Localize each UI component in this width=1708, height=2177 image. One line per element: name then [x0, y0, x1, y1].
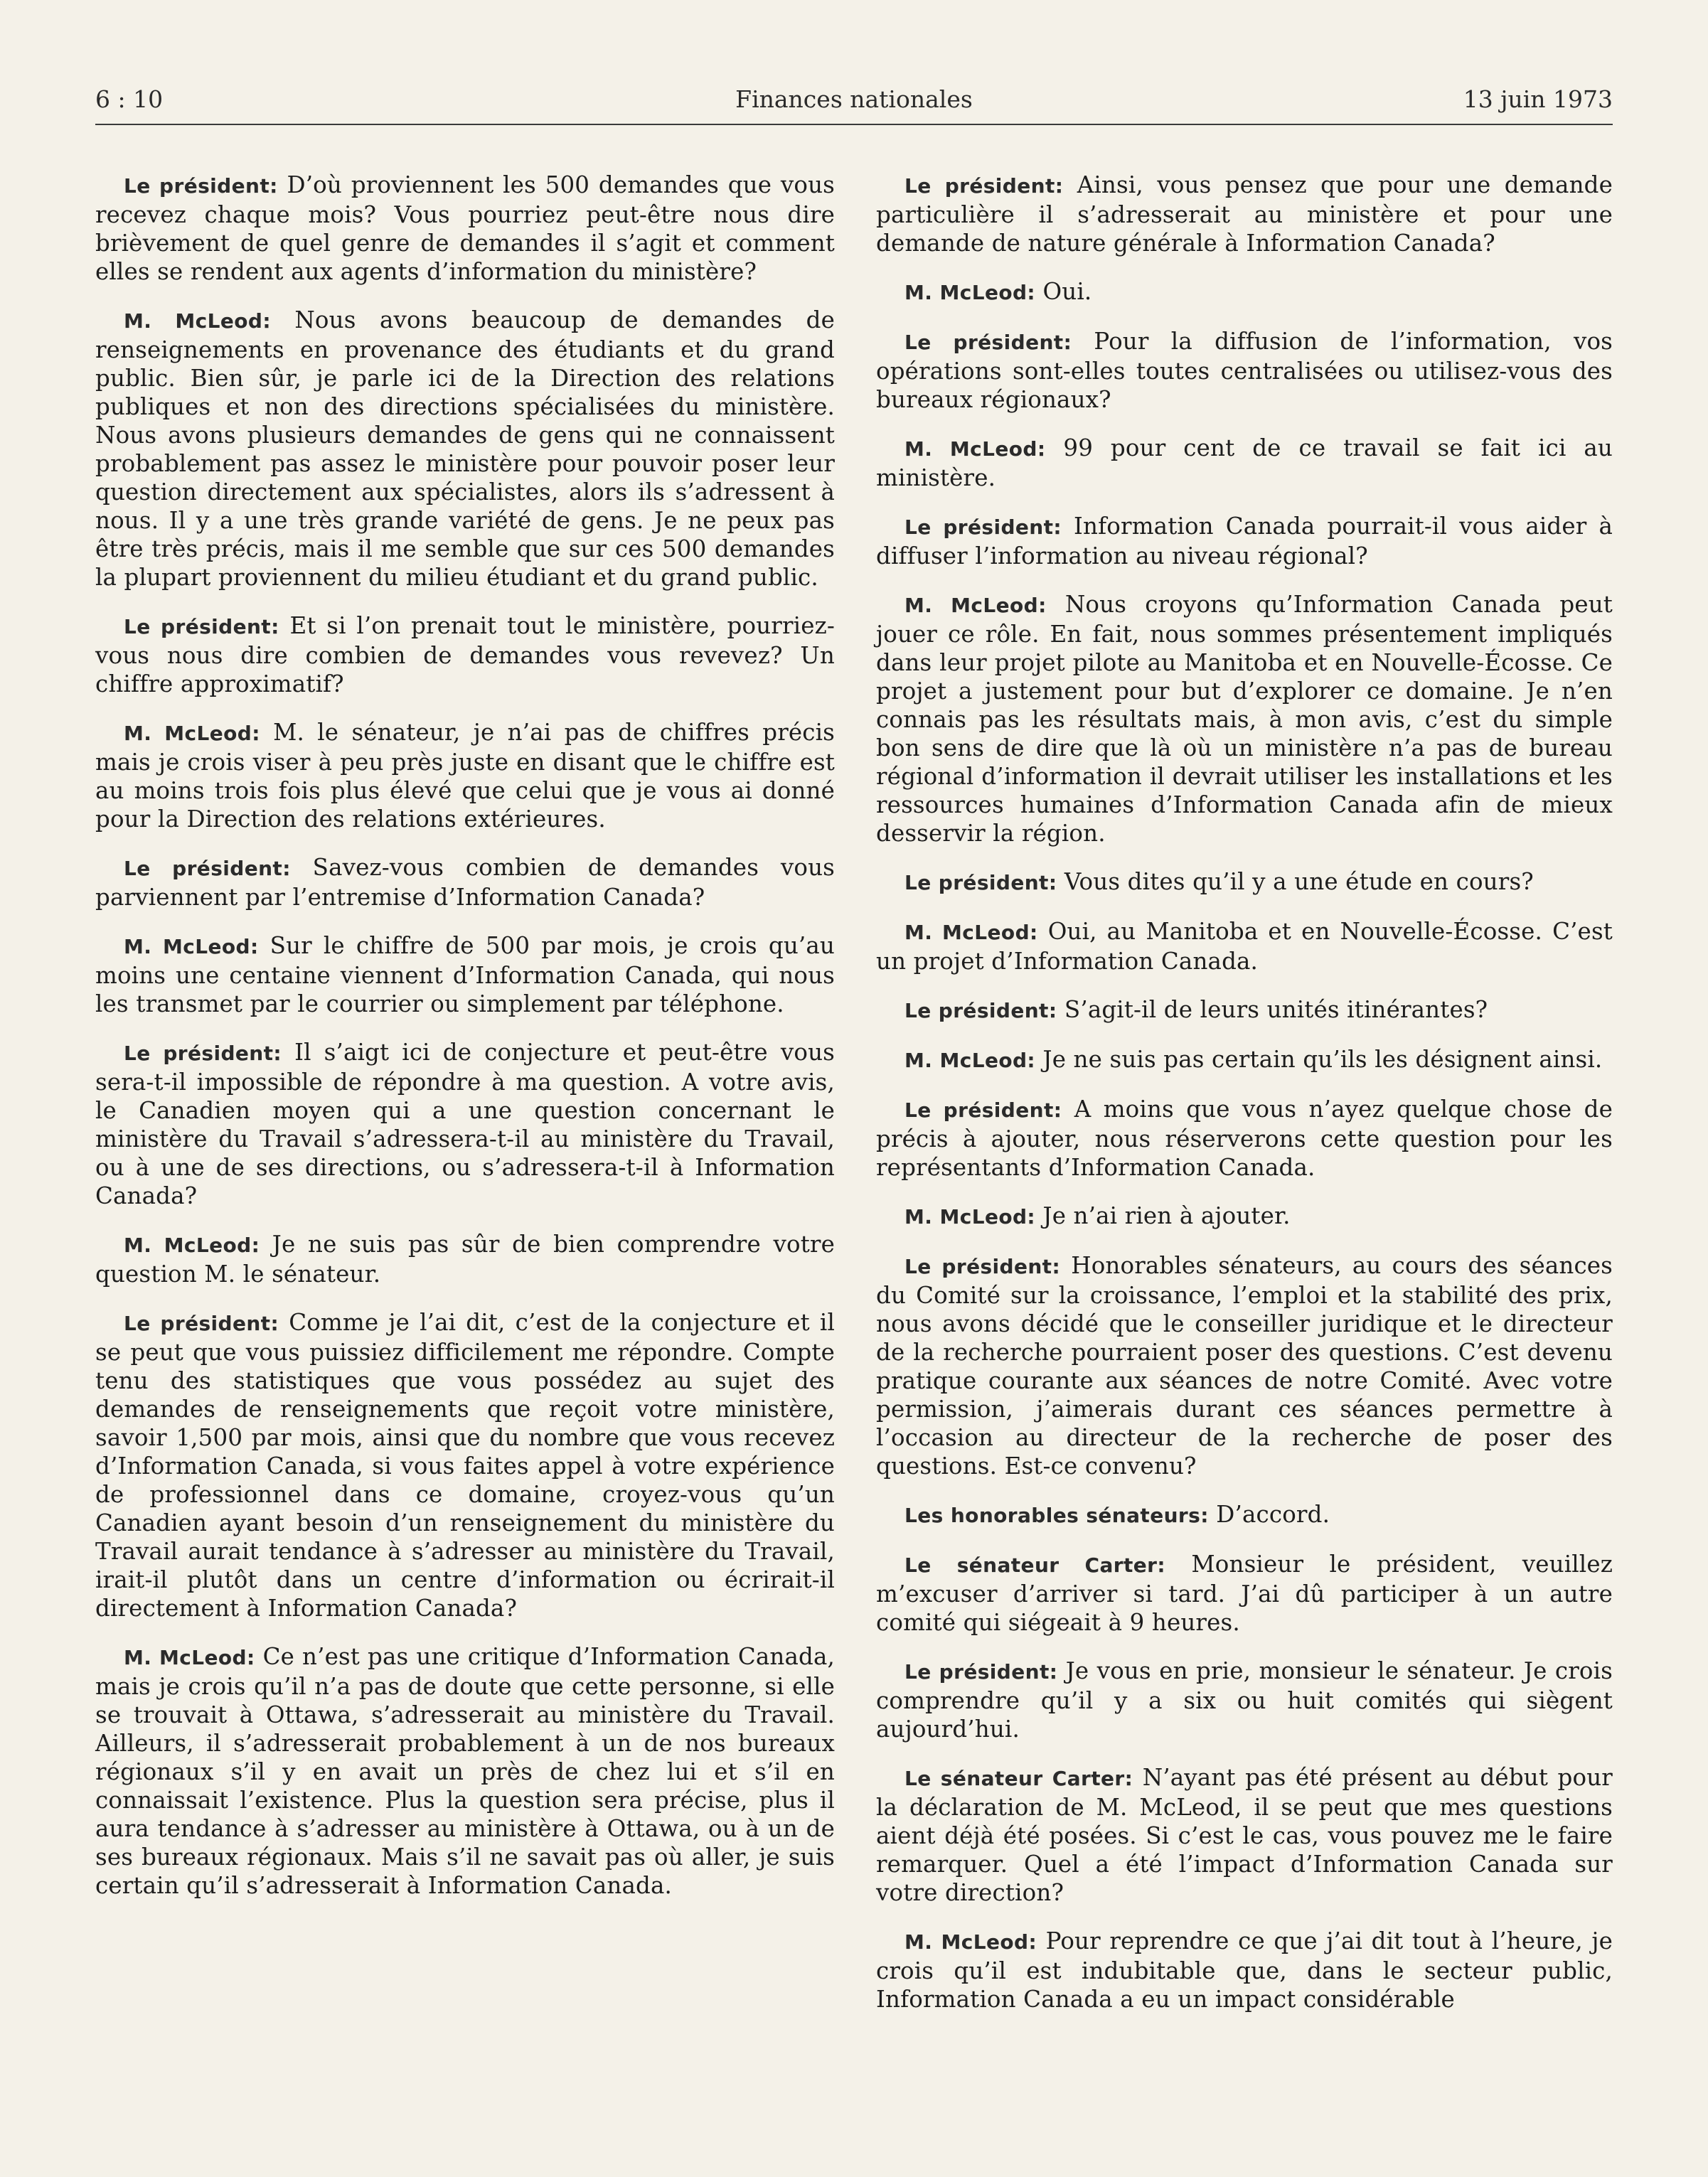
paragraph-text: A moins que vous n’ayez quelque chose de précis à ajouter, nous réserverons cette question pour les représentants d’Information Canada. — [876, 1096, 1613, 1181]
paragraph-text: Il s’aigt ici de conjecture et peut-être vous sera-t-il impossible de répondre à ma question. A votre avis, le Canadien moyen qui a une question concernant le ministère du Travail s’adressera-t-il au ministère du Travail, ou à une de ses directions, ou s’adressera-t-il à Information Canada? — [95, 1039, 835, 1209]
paragraph-text: Oui. — [1042, 278, 1092, 305]
right-column — [876, 171, 1613, 2033]
paragraph-text: D’accord. — [1216, 1501, 1330, 1528]
paragraph — [876, 277, 1613, 307]
speaker-label: M. McLeod: — [904, 437, 1046, 461]
paragraph — [876, 434, 1613, 492]
speaker-label: Le président: — [124, 857, 291, 880]
paragraph-text: Ainsi, vous pensez que pour une demande particulière il s’adresserait au ministère et pour une demande de nature générale à Information Canada? — [876, 171, 1613, 257]
paragraph-text: 99 pour cent de ce travail se fait ici au ministère. — [876, 434, 1613, 491]
paragraph — [876, 995, 1613, 1025]
paragraph-text: Savez-vous combien de demandes vous parviennent par l’entremise d’Information Canada? — [95, 854, 836, 911]
speaker-label: M. McLeod: — [124, 309, 271, 333]
paragraph — [95, 1308, 835, 1622]
speaker-label: M. McLeod: — [124, 935, 259, 958]
paragraph-text: Pour reprendre ce que j’ai dit tout à l’heure, je crois qu’il est indubitable que, dans le secteur public, Information Canada a eu un impact considérable — [876, 1927, 1613, 2013]
speaker-label: Le président: — [124, 615, 279, 638]
speaker-label: M. McLeod: — [124, 1234, 260, 1257]
paragraph-text: Ce n’est pas une critique d’Information Canada, mais je crois qu’il n’a pas de doute que cette personne, si elle se trouvait à Ottawa, s’adresserait au ministère du Travail. Ailleurs, il s’adresserait probablement à un de nos bureaux régionaux s’il y en avait un près de chez lui et s’il en connaissait l’existence. Plus la question sera précise, plus il aura tendance à s’adresser au ministère à Ottawa, ou à un de ses bureaux régionaux. Mais s’il ne savait pas où aller, je suis certain qu’il s’adresserait à Information Canada. — [95, 1643, 835, 1899]
speaker-label: Le président: — [124, 1312, 279, 1335]
paragraph — [876, 590, 1613, 847]
speaker-label: Le sénateur Carter: — [904, 1553, 1165, 1577]
speaker-label: M. McLeod: — [124, 722, 260, 745]
speaker-label: Le sénateur Carter: — [904, 1767, 1133, 1790]
paragraph-text: Information Canada pourrait-il vous aider à diffuser l’information au niveau régional? — [876, 513, 1613, 569]
speaker-label: Le président: — [124, 1042, 282, 1065]
speaker-label: M. McLeod: — [904, 281, 1036, 304]
paragraph-text: Je n’ai rien à ajouter. — [1042, 1202, 1291, 1229]
paragraph — [876, 1251, 1613, 1480]
paragraph — [876, 1657, 1613, 1743]
publication-title: Finances nationales — [735, 85, 973, 113]
publication-date: 13 juin 1973 — [1463, 85, 1613, 113]
speaker-label: Le président: — [124, 174, 278, 198]
paragraph — [876, 1045, 1613, 1075]
paragraph — [95, 171, 835, 286]
paragraph — [95, 611, 835, 698]
speaker-label: Le président: — [904, 1098, 1062, 1122]
paragraph — [876, 171, 1613, 257]
left-column — [95, 171, 835, 1920]
speaker-label: M. McLeod: — [904, 594, 1047, 617]
page-number: 6 : 10 — [95, 85, 164, 113]
paragraph — [876, 327, 1613, 414]
paragraph-text: Pour la diffusion de l’information, vos opérations sont-elles toutes centralisées ou utilisez-vous des bureaux régionaux? — [876, 328, 1613, 413]
speaker-label: Le président: — [904, 174, 1064, 198]
paragraph-text: M. le sénateur, je n’ai pas de chiffres précis mais je crois viser à peu près juste en disant que le chiffre est au moins trois fois plus élevé que celui que je vous ai donné pour la Direction des relations extérieures. — [95, 719, 835, 833]
speaker-label: Les honorables sénateurs: — [904, 1504, 1209, 1527]
paragraph — [876, 1095, 1613, 1182]
paragraph — [95, 1230, 835, 1288]
paragraph — [95, 1038, 835, 1210]
paragraph-text: N’ayant pas été présent au début pour la déclaration de M. McLeod, il se peut que mes questions aient déjà été posées. Si c’est le cas, vous pouvez me le faire remarquer. Quel a été l’impact d’Information Canada sur votre direction? — [876, 1764, 1613, 1906]
paragraph — [95, 931, 835, 1018]
speaker-label: Le président: — [904, 871, 1057, 894]
paragraph-text: Oui, au Manitoba et en Nouvelle-Écosse. C’est un projet d’Information Canada. — [876, 918, 1613, 975]
paragraph-text: Honorables sénateurs, au cours des séances du Comité sur la croissance, l’emploi et la stabilité des prix, nous avons décidé que le conseiller juridique et le directeur de la recherche pourraient poser des questions. C’est devenu pratique courante aux séances de notre Comité. Avec votre permission, j’aimerais durant ces séances permettre à l’occasion au directeur de la recherche de poser des questions. Est-ce convenu? — [876, 1252, 1613, 1480]
paragraph — [876, 1500, 1613, 1530]
paragraph — [876, 1202, 1613, 1231]
paragraph-text: Je ne suis pas sûr de bien comprendre votre question M. le sénateur. — [95, 1231, 835, 1288]
paragraph — [876, 867, 1613, 897]
paragraph-text: Monsieur le président, veuillez m’excuser d’arriver si tard. J’ai dû participer à un autre comité qui siégeait à 9 heures. — [876, 1551, 1613, 1636]
speaker-label: M. McLeod: — [904, 1205, 1036, 1229]
paragraph-text: Nous croyons qu’Information Canada peut jouer ce rôle. En fait, nous sommes présentement impliqués dans leur projet pilote au Manitoba et en Nouvelle-Écosse. Ce projet a justement pour but d’explorer ce domaine. Je n’en connais pas les résultats mais, à mon avis, c’est du simple bon sens de dire que là où un ministère n’a pas de bureau régional d’information il devrait utiliser les installations et les ressources humaines d’Information Canada afin de mieux desservir la région. — [876, 591, 1613, 847]
speaker-label: M. McLeod: — [904, 1049, 1036, 1072]
speaker-label: Le président: — [904, 1660, 1058, 1684]
speaker-label: Le président: — [904, 331, 1072, 354]
speaker-label: Le président: — [904, 1255, 1061, 1278]
paragraph-text: Je ne suis pas certain qu’ils les désignent ainsi. — [1042, 1046, 1603, 1073]
paragraph-text: Je vous en prie, monsieur le sénateur. Je crois comprendre qu’il y a six ou huit comités qui siègent aujourd’hui. — [876, 1657, 1613, 1743]
paragraph — [95, 1642, 835, 1900]
paragraph — [876, 1550, 1613, 1637]
paragraph — [95, 853, 835, 911]
running-header — [95, 85, 1613, 122]
paragraph-text: Vous dites qu’il y a une étude en cours? — [1064, 868, 1534, 895]
paragraph-text: Sur le chiffre de 500 par mois, je crois qu’au moins une centaine viennent d’Information Canada, qui nous les transmet par le courrier ou simplement par téléphone. — [95, 932, 835, 1017]
paragraph-text: Nous avons beaucoup de demandes de renseignements en provenance des étudiants et du grand public. Bien sûr, je parle ici de la Direction des relations publiques et non des directions spécialisées du ministère. Nous avons plusieurs demandes de gens qui ne connaissent probablement pas assez le ministère pour pouvoir poser leur question directement aux spécialistes, alors ils s’adressent à nous. Il y a une très grande variété de gens. Je ne peux pas être très précis, mais il me semble que sur ces 500 demandes la plupart proviennent du milieu étudiant et du grand public. — [95, 306, 835, 591]
speaker-label: M. McLeod: — [904, 1930, 1037, 1954]
paragraph — [876, 1927, 1613, 2013]
paragraph-text: S’agit-il de leurs unités itinérantes? — [1064, 996, 1488, 1023]
paragraph — [95, 718, 835, 833]
paragraph — [95, 306, 835, 592]
speaker-label: M. McLeod: — [904, 921, 1038, 944]
speaker-label: Le président: — [904, 515, 1062, 539]
header-rule — [95, 124, 1613, 125]
paragraph — [876, 917, 1613, 975]
paragraph-text: Comme je l’ai dit, c’est de la conjecture et il se peut que vous puissiez difficilement me répondre. Compte tenu des statistiques que vous possédez au sujet des demandes de renseignements que reçoit votre ministère, savoir 1,500 par mois, ainsi que du nombre que vous recevez d’Information Canada, si vous faites appel à votre expérience de professionnel dans ce domaine, croyez-vous qu’un Canadien ayant besoin d’un renseignement du ministère du Travail aurait tendance à s’adresser au ministère du Travail, irait-il plutôt dans un centre d’information ou écrirait-il directement à Information Canada? — [95, 1309, 835, 1622]
paragraph-text: Et si l’on prenait tout le ministère, pourriez-vous nous dire combien de demandes vous revevez? Un chiffre approximatif? — [95, 612, 836, 697]
speaker-label: M. McLeod: — [124, 1646, 255, 1669]
paragraph-text: D’où proviennent les 500 demandes que vous recevez chaque mois? Vous pourriez peut-être nous dire brièvement de quel genre de demandes il s’agit et comment elles se rendent aux agents d’information du ministère? — [95, 171, 836, 285]
speaker-label: Le président: — [904, 999, 1057, 1022]
paragraph — [876, 1763, 1613, 1907]
paragraph — [876, 512, 1613, 570]
